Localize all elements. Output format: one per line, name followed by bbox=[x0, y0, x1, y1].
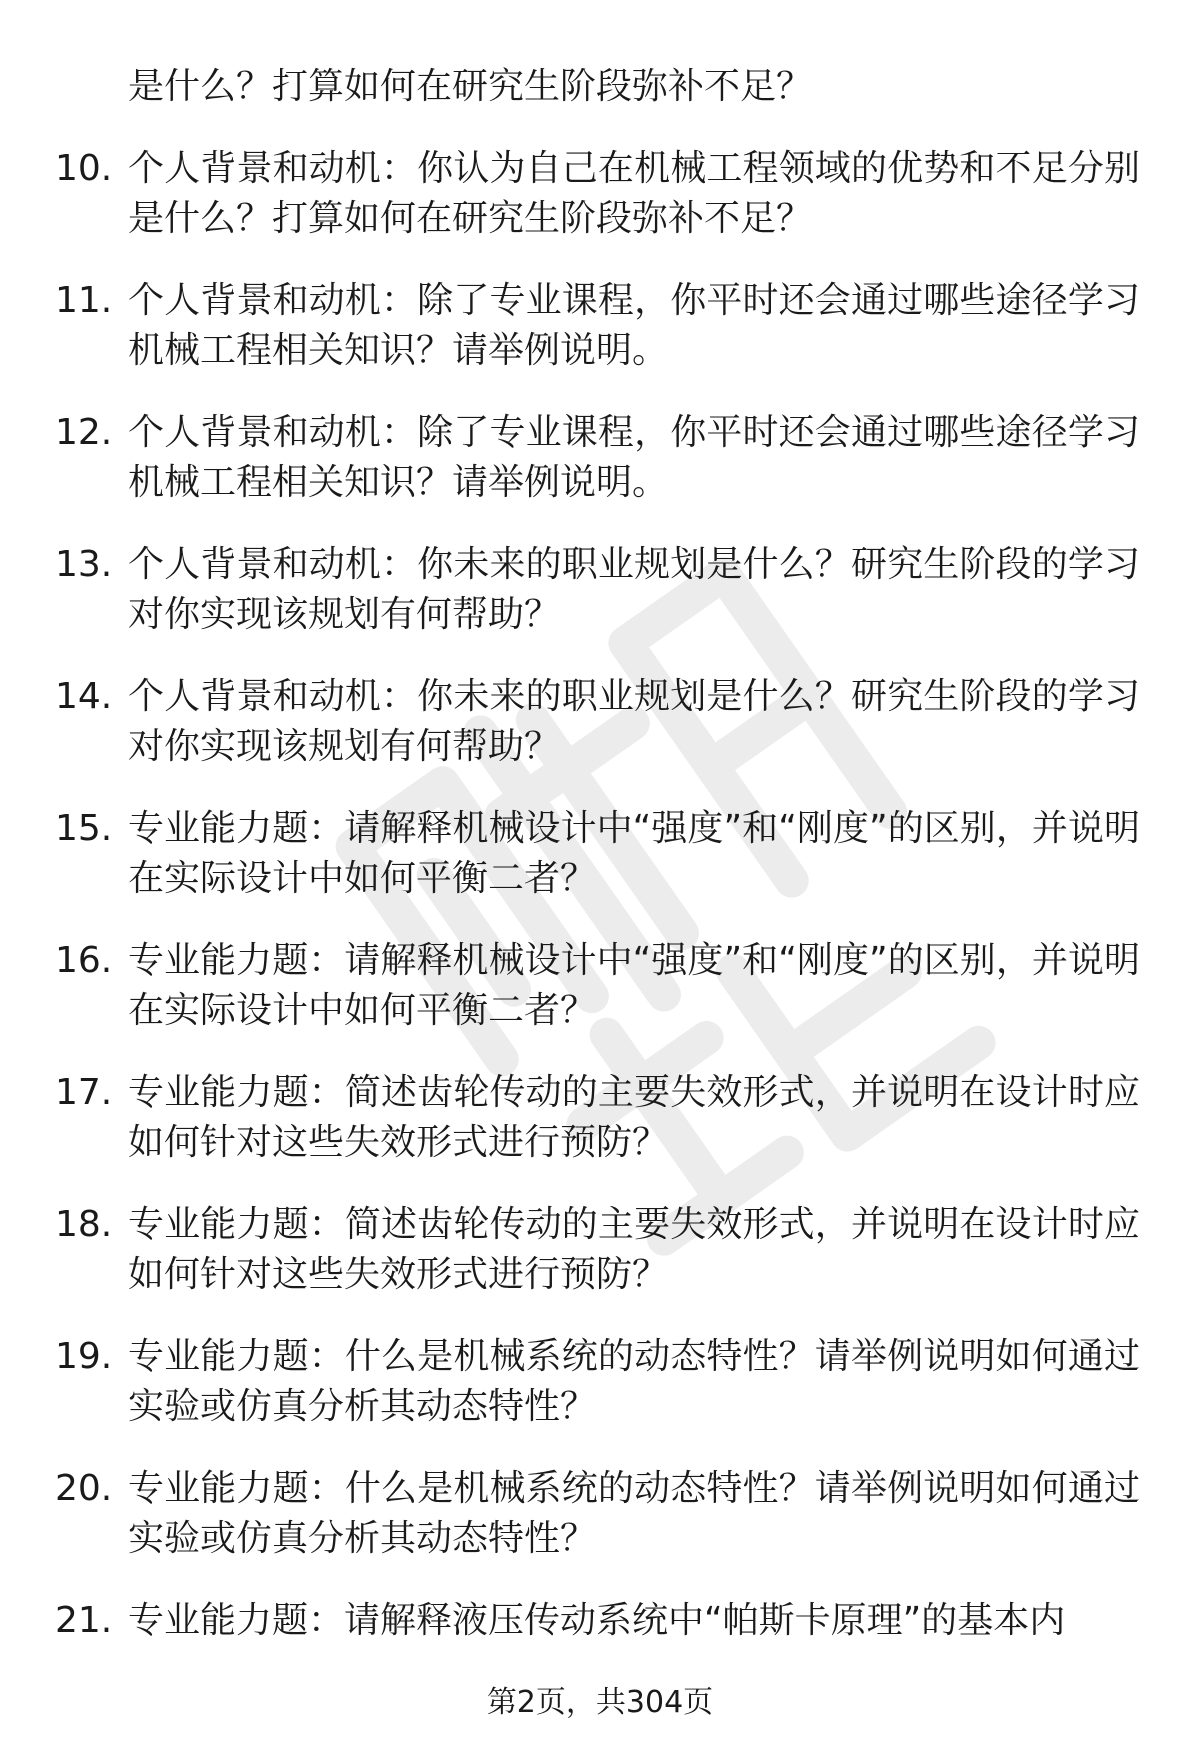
list-item bbox=[0, 528, 1200, 660]
question-text: 专业能力题：简述齿轮传动的主要失效形式，并说明在设计时应如何针对这些失效形式进行预防？ bbox=[128, 1204, 1140, 1295]
question-text: 个人背景和动机：除了专业课程，你平时还会通过哪些途径学习机械工程相关知识？请举例说明。 bbox=[128, 412, 1140, 503]
list-item bbox=[0, 1320, 1200, 1452]
question-number: 12. bbox=[55, 412, 113, 453]
list-item bbox=[0, 1188, 1200, 1320]
question-number: 13. bbox=[55, 544, 113, 585]
question-number: 18. bbox=[55, 1204, 113, 1245]
question-number: 17. bbox=[55, 1072, 113, 1113]
question-text: 专业能力题：请解释液压传动系统中“帕斯卡原理”的基本内 bbox=[128, 1600, 1066, 1641]
question-number: 11. bbox=[55, 280, 113, 321]
continuation-text: 是什么？打算如何在研究生阶段弥补不足？ bbox=[128, 66, 813, 107]
list-item bbox=[0, 924, 1200, 1056]
question-number: 14. bbox=[55, 676, 113, 717]
question-number: 19. bbox=[55, 1336, 113, 1377]
question-number: 15. bbox=[55, 808, 113, 849]
list-item bbox=[0, 132, 1200, 264]
question-text: 专业能力题：什么是机械系统的动态特性？请举例说明如何通过实验或仿真分析其动态特性？ bbox=[128, 1336, 1140, 1427]
question-text: 专业能力题：请解释机械设计中“强度”和“刚度”的区别，并说明在实际设计中如何平衡二者？ bbox=[128, 940, 1140, 1031]
list-item bbox=[0, 792, 1200, 924]
question-number: 21. bbox=[55, 1600, 113, 1641]
question-number: 20. bbox=[55, 1468, 113, 1509]
list-item bbox=[0, 264, 1200, 396]
question-number: 16. bbox=[55, 940, 113, 981]
question-text: 个人背景和动机：除了专业课程，你平时还会通过哪些途径学习机械工程相关知识？请举例说明。 bbox=[128, 280, 1140, 371]
list-item bbox=[0, 1056, 1200, 1188]
question-text: 专业能力题：简述齿轮传动的主要失效形式，并说明在设计时应如何针对这些失效形式进行预防？ bbox=[128, 1072, 1140, 1163]
question-text: 个人背景和动机：你未来的职业规划是什么？研究生阶段的学习对你实现该规划有何帮助？ bbox=[128, 676, 1140, 767]
list-item bbox=[0, 396, 1200, 528]
list-item bbox=[0, 660, 1200, 792]
question-text: 专业能力题：请解释机械设计中“强度”和“刚度”的区别，并说明在实际设计中如何平衡二者？ bbox=[128, 808, 1140, 899]
question-text: 专业能力题：什么是机械系统的动态特性？请举例说明如何通过实验或仿真分析其动态特性？ bbox=[128, 1468, 1140, 1559]
list-item bbox=[0, 1452, 1200, 1584]
question-text: 个人背景和动机：你未来的职业规划是什么？研究生阶段的学习对你实现该规划有何帮助？ bbox=[128, 544, 1140, 635]
question-list bbox=[0, 132, 1200, 1716]
question-text: 个人背景和动机：你认为自己在机械工程领域的优势和不足分别是什么？打算如何在研究生阶段弥补不足？ bbox=[128, 148, 1140, 239]
question-number: 10. bbox=[55, 148, 113, 189]
page-footer: 第2页，共304页 bbox=[486, 1685, 714, 1720]
